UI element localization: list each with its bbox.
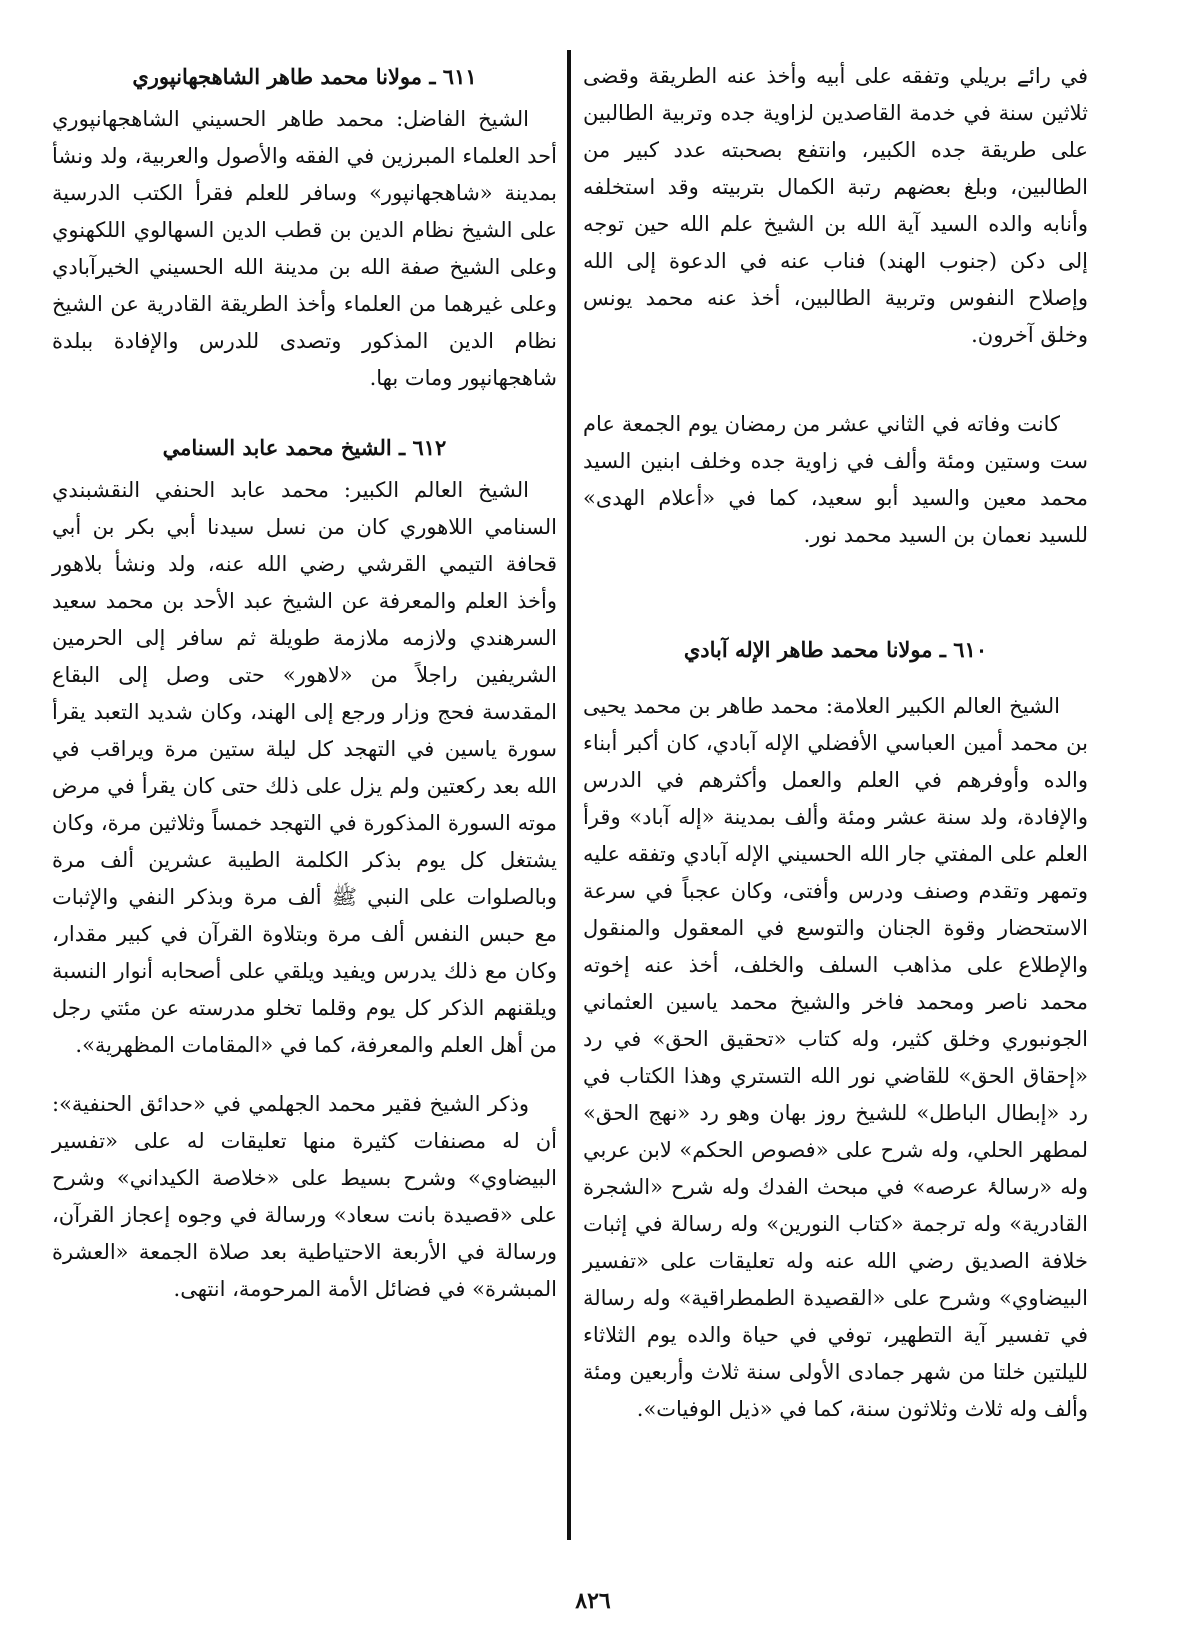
continuation-paragraph-1: في رائے بريلي وتفقه على أبيه وأخذ عنه الطريقة وقضى ثلاثين سنة في خدمة القاصدين لزاوية جده وتربية الطالبين على طريقة جده الكبير، وانتفع بصحبته عدد كبير من الطالبين، وبلغ بعضهم رتبة الكمال بتربيته وقد استخلفه وأنابه والده السيد آية الله بن الشيخ علم الله حين توجه إلى دكن (جنوب الهند) فناب عنه في الدعوة إلى الله وإصلاح النفوس وتربية الطالبين، أخذ عنه محمد يونس وخلق آخرون. — [583, 64, 1088, 347]
entry-611-body: الشيخ الفاضل: محمد طاهر الحسيني الشاهجهانپوري أحد العلماء المبرزين في الفقه والأصول والعربية، ولد ونشأ بمدينة «شاهجهانپور» وسافر للعلم فقرأ الكتب الدرسية على الشيخ نظام الدين بن قطب الدين السهالوي اللكهنوي وعلى الشيخ صفة الله بن مدينة الله الحسيني الخيرآبادي وعلى غيرهما من العلماء وأخذ الطريقة القادرية عن الشيخ نظام الدين المذكور وتصدى للدرس والإفادة ببلدة شاهجهانپور ومات بها. — [52, 107, 557, 390]
page-number: ٨٢٦ — [575, 1588, 611, 1614]
entry-610-body: الشيخ العالم الكبير العلامة: محمد طاهر بن محمد يحيى بن محمد أمين العباسي الأفضلي الإله آبادي، كان أكبر أبناء والده وأوفرهم في العلم والعمل وأكثرهم في الدرس والإفادة، ولد سنة عشر ومئة وألف بمدينة «إله آباد» وقرأ العلم على المفتي جار الله الحسيني الإله آبادي وتفقه عليه وتمهر وتقدم وصنف ودرس وأفتى، وكان عجباً في سرعة الاستحضار وقوة الجنان والتوسع في المعقول والمنقول والإطلاع على مذاهب السلف والخلف، أخذ عنه إخوته محمد ناصر ومحمد فاخر والشيخ محمد ياسين العثماني الجونبوري وخلق كثير، وله كتاب «تحقيق الحق» في رد «إحقاق الحق» للقاضي نور الله التستري وهذا الكتاب في رد «إبطال الباطل» للشيخ روز بهان وهو رد «نهج الحق» لمطهر الحلي، وله شرح على «فصوص الحكم» لابن عربي وله «رسالۂ عرصه» في مبحث الفدك وله شرح «الشجرة القادرية» وله ترجمة «كتاب النورين» وله رسالة في إثبات خلافة الصديق رضي الله عنه وله تعليقات على «تفسير البيضاوي» وشرح على «القصيدة الطمطراقية» وله رسالة في تفسير آية التطهير، توفي في حياة والده يوم الثلاثاء لليلتين خلتا من شهر جمادى الأولى سنة ثلاث وأربعين ومئة وألف وله ثلاث وثلاثون سنة، كما في «ذيل الوفيات». — [583, 694, 1088, 1421]
continuation-paragraph-2: كانت وفاته في الثاني عشر من رمضان يوم الجمعة عام ست وستين ومئة وألف في زاوية جده وخلف ابنين السيد محمد معين والسيد أبو سعيد، كما في «أعلام الهدى» للسيد نعمان بن السيد محمد نور. — [583, 412, 1088, 547]
right-column — [583, 58, 1088, 1450]
entry-610-heading: ٦١٠ ـ مولانا محمد طاهر الإله آبادي — [683, 637, 988, 662]
entry-612-body: الشيخ العالم الكبير: محمد عابد الحنفي النقشبندي السنامي اللاهوري كان من نسل سيدنا أبي بكر بن أبي قحافة التيمي القرشي رضي الله عنه، ولد ونشأ بلاهور وأخذ العلم والمعرفة عن الشيخ عبد الأحد بن محمد سعيد السرهندي ولازمه ملازمة طويلة ثم سافر إلى الحرمين الشريفين راجلاً من «لاهور» حتى وصل إلى البقاع المقدسة فحج وزار ورجع إلى الهند، وكان شديد التعبد يقرأ سورة ياسين في التهجد كل ليلة ستين مرة ويراقب في الله بعد ركعتين ولم يزل على ذلك حتى كان يقرأ في مرض موته السورة المذكورة في التهجد خمساً وثلاثين مرة، وكان يشتغل كل يوم بذكر الكلمة الطيبة عشرين ألف مرة وبالصلوات على النبي ﷺ ألف مرة وبذكر النفي والإثبات مع حبس النفس ألف مرة وبتلاوة القرآن في كبير مقدار، وكان مع ذلك يدرس ويفيد ويلقي على أصحابه أنوار النسبة ويلقنهم الذكر كل يوم وقلما تخلو مدرسته عن مئتي رجل من أهل العلم والمعرفة، كما في «المقامات المظهرية». — [52, 478, 557, 1057]
entry-612-heading: ٦١٢ ـ الشيخ محمد عابد السنامي — [162, 435, 447, 460]
entry-612-body-2: وذكر الشيخ فقير محمد الجهلمي في «حدائق الحنفية»: أن له مصنفات كثيرة منها تعليقات له على «تفسير البيضاوي» وشرح بسيط على «خلاصة الكيداني» وشرح على «قصيدة بانت سعاد» ورسالة في وجوه إعجاز القرآن، ورسالة في الأربعة الاحتياطية بعد صلاة الجمعة «العشرة المبشرة» في فضائل الأمة المرحومة، انتهى. — [52, 1092, 557, 1301]
left-column — [52, 58, 557, 1330]
entry-611-heading: ٦١١ ـ مولانا محمد طاهر الشاهجهانپوري — [132, 64, 477, 89]
column-divider — [567, 50, 571, 1540]
